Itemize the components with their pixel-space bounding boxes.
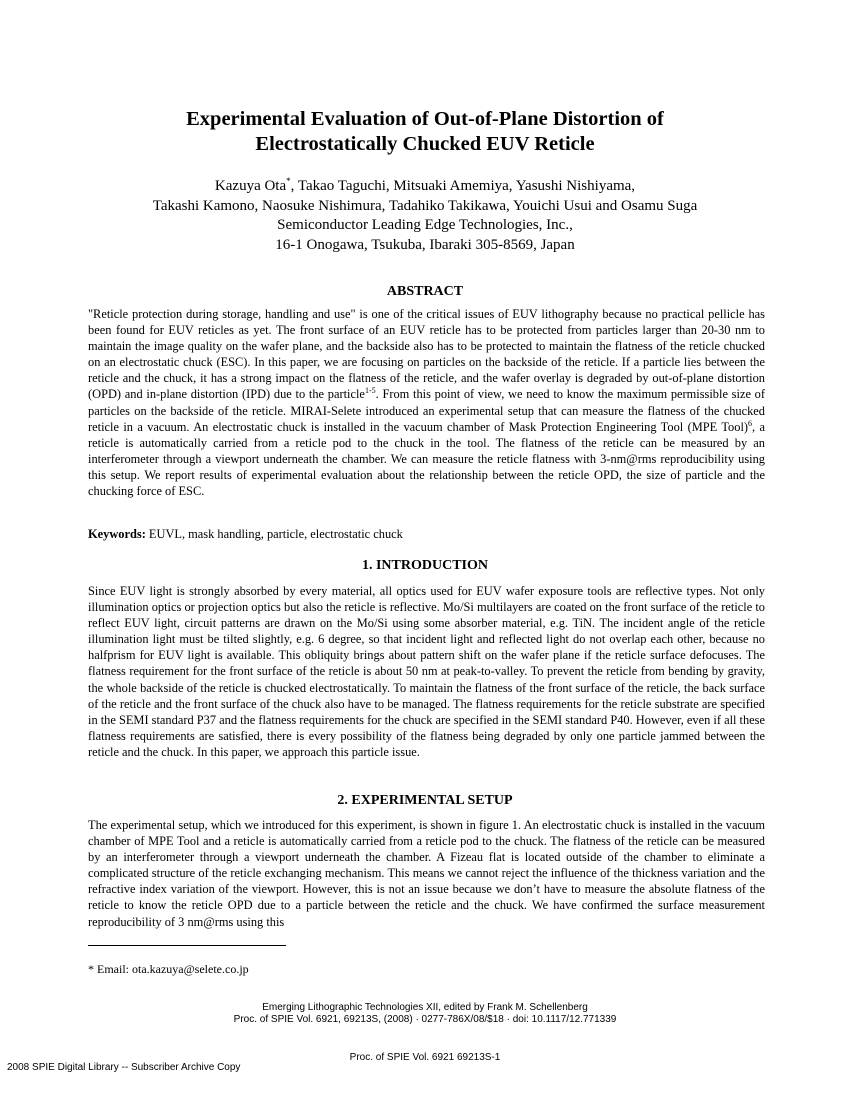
section-2-heading: 2. EXPERIMENTAL SETUP (337, 793, 513, 808)
abstract-heading: ABSTRACT (386, 284, 464, 299)
footnote-divider (88, 945, 286, 946)
publication-info (60, 1002, 790, 1026)
keywords-text: EUVL, mask handling, particle, electrostatic chuck (145, 527, 403, 541)
authors-line-1 (60, 172, 790, 197)
corresponding-author-mark: * (286, 176, 291, 186)
paper-title (60, 107, 790, 157)
section-1-body: Since EUV light is strongly absorbed by every material, all optics used for EUV wafer exposure tools are reflective types. Not only illumination optics or projection optics but also the reticle is reflective. Mo/Si multilayers are coated on the front surface of the reticle to reflect EUV light, circuit patterns are drawn on the Mo/Si using some absorber material, e.g. TiN. The incident angle of the reticle illumination light must be tilted slightly, e.g. 6 degree, so that incident light and reflected light do not overlap each other, because no halfprism for EUV light is available. This obliquity brings about pattern shift on the wafer plane if the reticle surface defocuses. The flatness requirement for the front surface of the reticle is about 50 nm at peak-to-valley. To prevent the reticle from bending by gravity, the whole backside of the reticle is chucked electrostatically. To maintain the flatness of the front surface of the reticle, the back surface of the reticle and the front surface of the chuck also have to be managed. The flatness requirements for the reticle substrate are specified in the SEMI standard P37 and the flatness requirements for the chuck are specified in the SEMI standard P40. However, even if all these flatness requirements are satisfied, there is every possibility of the flatness being degraded by only one particle jammed between the reticle and the chuck. In this paper, we approach this particle issue. (88, 584, 766, 759)
citation-1-5: 1-5 (364, 386, 376, 396)
abstract-text-b: . From this point of view, we need to know the maximum permissible size of particles on the backside of the reticle. MIRAI-Selete introduced an experimental setup that can measure the flatness of the chucked reticle in a vacuum. An electrostatic chuck is installed in the vacuum chamber of Mask Protection Engineering Tool (MPE Tool) (88, 387, 765, 434)
author-block (60, 172, 790, 255)
publication-line-1: Emerging Lithographic Technologies XII, edited by Frank M. Schellenberg (262, 1002, 588, 1013)
abstract-body (88, 306, 765, 499)
co-authors: , Takao Taguchi, Mitsuaki Amemiya, Yasushi Nishiyama, (290, 178, 636, 194)
abstract-text-a: "Reticle protection during storage, handling and use" is one of the critical issues of EUV lithography because no practical pellicle has been found for EUV reticles as yet. The front surface of an EUV reticle has to be protected from particles larger than 20-30 nm to maintain the image quality on the wafer plane, and the backside also has to be protected to maintain the flatness of the reticle chucked on an electrostatic chuck (ESC). In this paper, we are focusing on particles on the backside of the reticle. If a particle lies between the reticle and the chuck, it has a strong impact on the flatness of the reticle, and the wafer overlay is degraded by out-of-plane distortion (OPD) and in-plane distortion (IPD) due to the particle (88, 307, 765, 402)
archive-note: 2008 SPIE Digital Library -- Subscriber Archive Copy (7, 1062, 241, 1073)
authors-line-2: Takashi Kamono, Naosuke Nishimura, Tadahiko Takikawa, Youichi Usui and Osamu Suga (152, 197, 698, 214)
abstract-text-c: , a reticle is automatically carried from a reticle pod to the chuck in the tool. The flatness of the reticle can be measured by an interferometer through a viewport underneath the chamber. We can measure the reticle flatness with 3-nm@rms reproducibility using this setup. We report results of experimental evaluation about the relationship between the reticle OPD, the size of particle and the chucking force of ESC. (88, 419, 765, 499)
keywords-label: Keywords: (88, 527, 146, 541)
page-identifier: Proc. of SPIE Vol. 6921 69213S-1 (349, 1052, 501, 1063)
address: 16-1 Onogawa, Tsukuba, Ibaraki 305-8569, Japan (275, 236, 575, 253)
citation-6: 6 (748, 418, 753, 428)
section-1-heading: 1. INTRODUCTION (361, 558, 488, 573)
affiliation: Semiconductor Leading Edge Technologies, Inc., (277, 217, 573, 233)
first-author: Kazuya Ota (214, 178, 287, 194)
publication-line-2: Proc. of SPIE Vol. 6921, 69213S, (2008) · 0277-786X/08/$18 · doi: 10.1117/12.771339 (233, 1014, 617, 1025)
keywords (88, 526, 765, 542)
footnote-email: * Email: ota.kazuya@selete.co.jp (88, 962, 249, 976)
title-line-2: Electrostatically Chucked EUV Reticle (255, 133, 595, 155)
section-2-body: The experimental setup, which we introduced for this experiment, is shown in figure 1. An electrostatic chuck is installed in the vacuum chamber of MPE Tool and a reticle is automatically carried from a reticle pod to the chuck. The flatness of the reticle can be measured by an interferometer through a viewport underneath the chamber. A Fizeau flat is located outside of the chamber to eliminate a complicated structure of the reticle exchanging mechanism. This means we cannot reject the influence of the thickness variation and the refractive index variation of the viewport. However, this is not an issue because we don’t have to measure the absolute flatness of the reticle to know the reticle OPD due to a particle between the reticle and the chuck. We have confirmed the surface measurement reproducibility of 3 nm@rms using this (88, 818, 765, 929)
title-line-1: Experimental Evaluation of Out-of-Plane Distortion of (186, 108, 664, 130)
